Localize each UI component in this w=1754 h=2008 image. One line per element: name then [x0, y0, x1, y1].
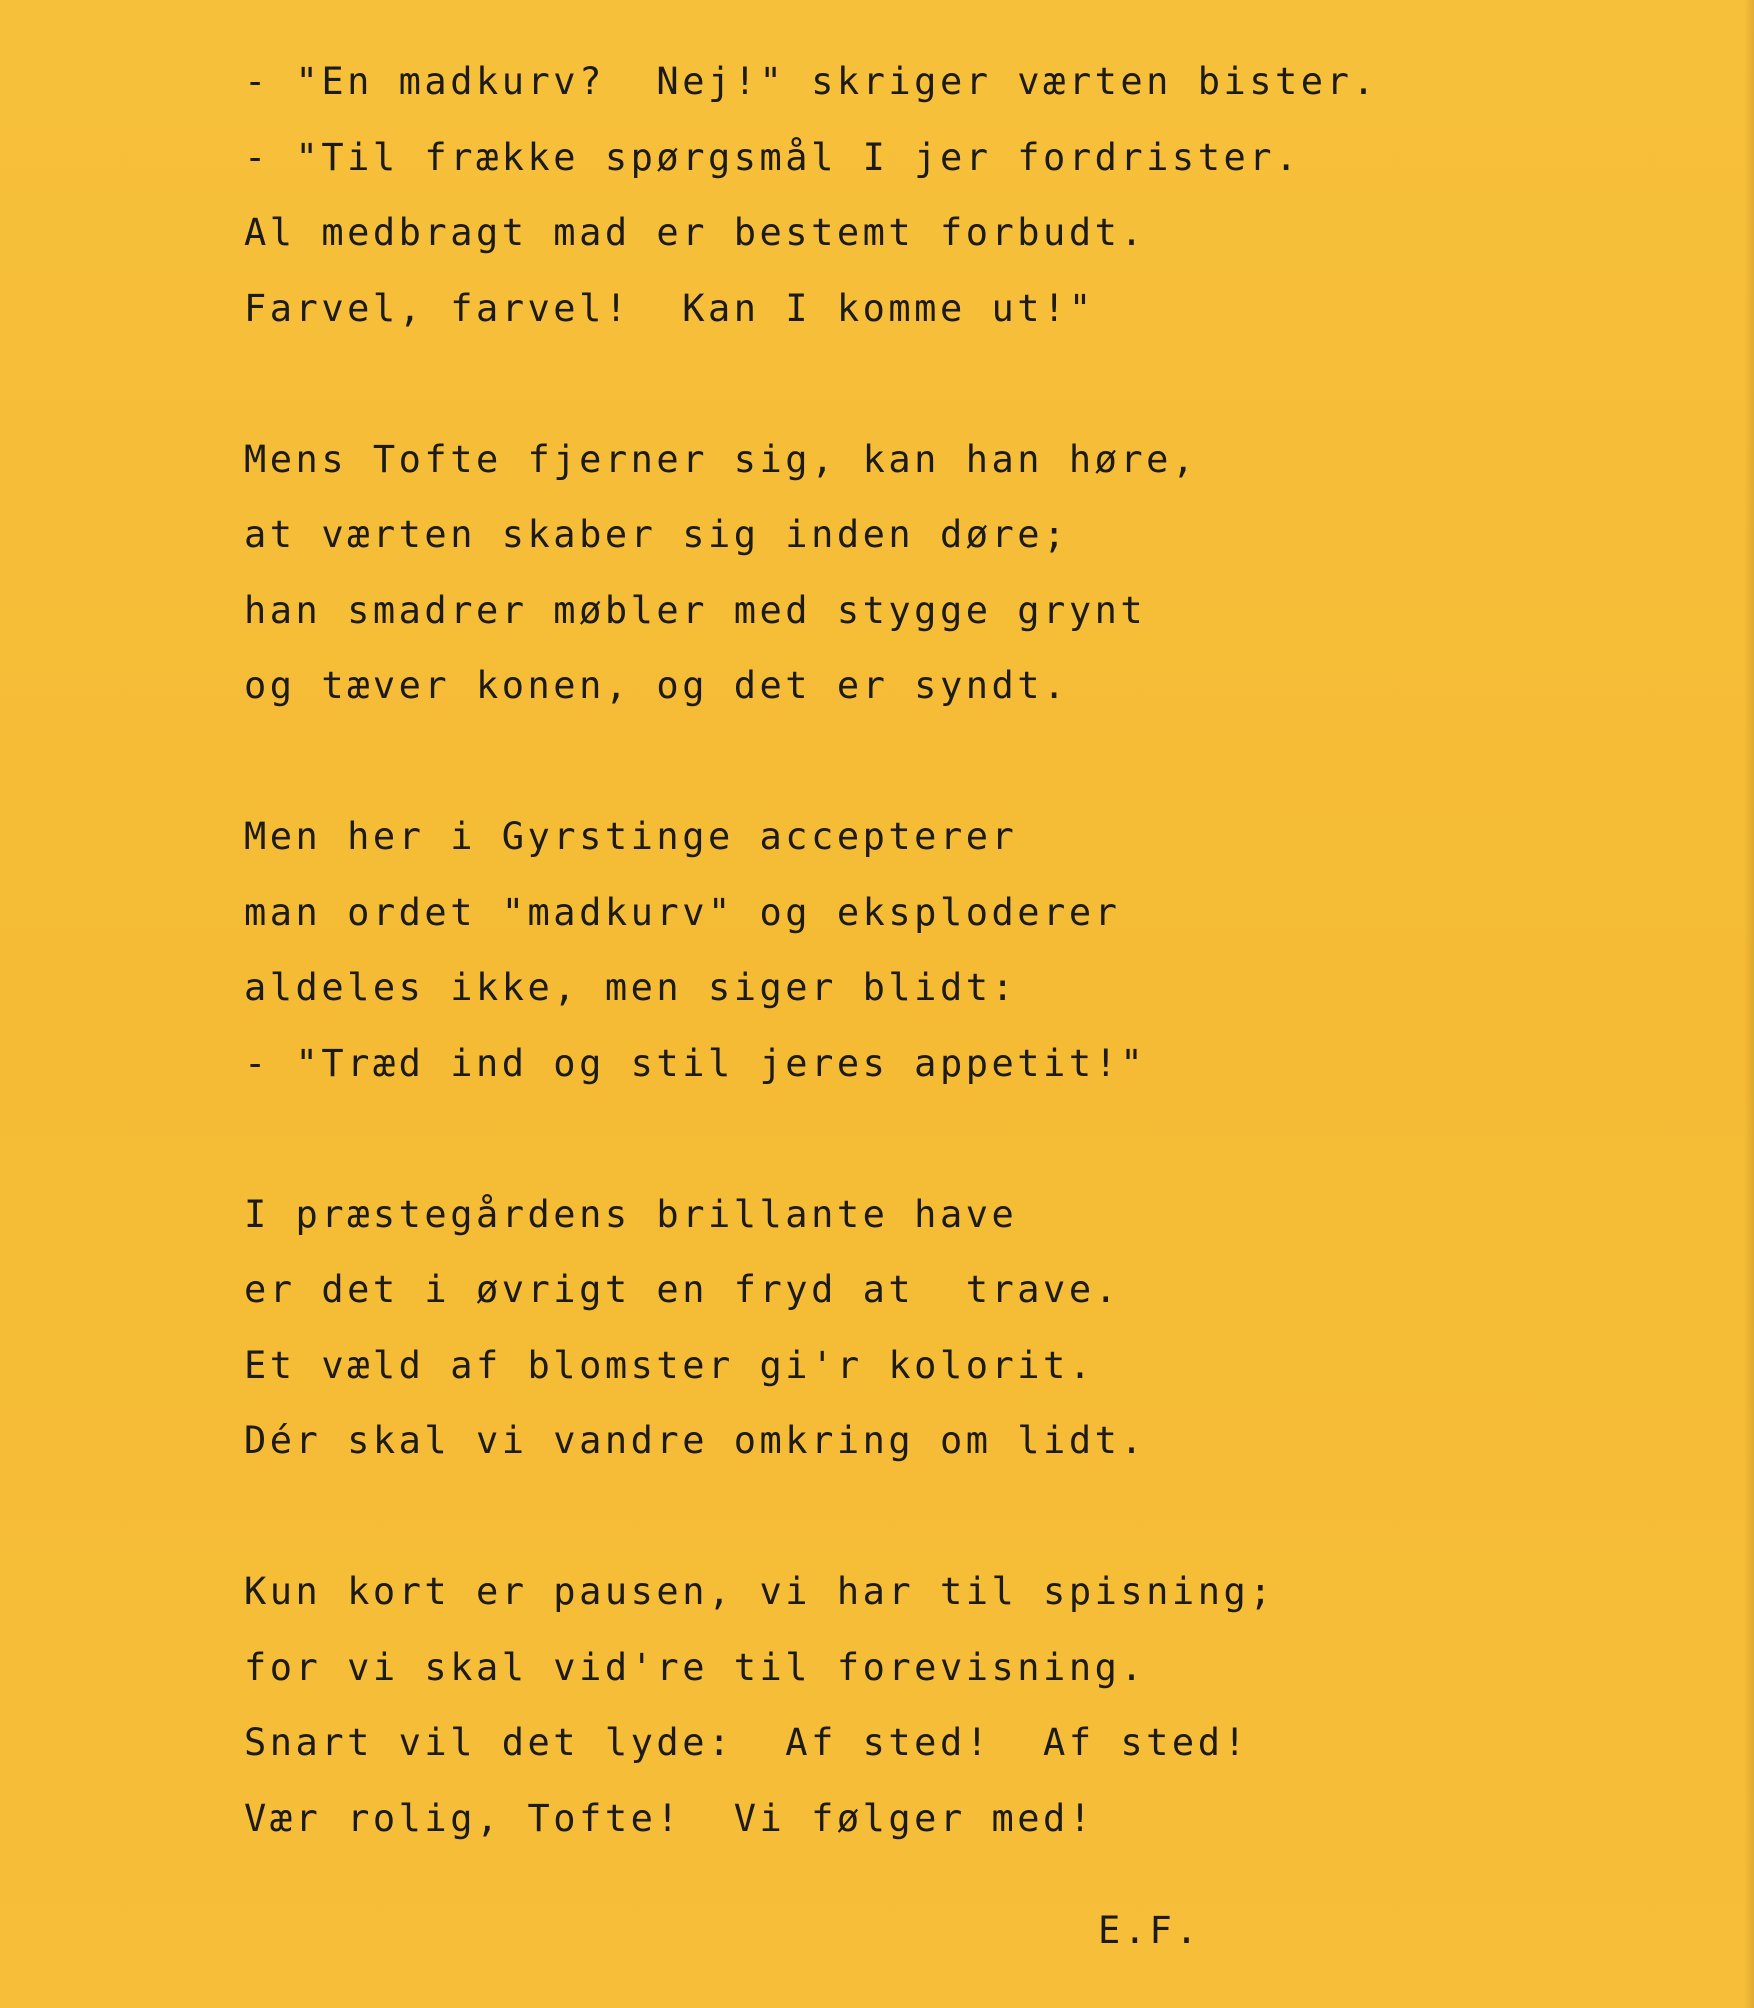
- stanza-2: [244, 422, 1444, 724]
- poem-line: Dér skal vi vandre omkring om lidt.: [244, 1419, 1147, 1462]
- poem-line: og tæver konen, og det er syndt.: [244, 664, 1069, 707]
- poem-line: Men her i Gyrstinge accepterer: [244, 815, 1018, 858]
- stanza-5: [244, 1554, 1444, 1856]
- poem-line: Et væld af blomster gi'r kolorit.: [244, 1343, 1095, 1387]
- poem-line: Mens Tofte fjerner sig, kan han høre,: [244, 437, 1198, 481]
- poem-line: Vær rolig, Tofte! Vi følger med!: [244, 1796, 1095, 1840]
- poem-line: han smadrer møbler med stygge grynt: [244, 588, 1147, 632]
- poem-line: man ordet "madkurv" og eksploderer: [244, 890, 1121, 934]
- poem-line: aldeles ikke, men siger blidt:: [244, 966, 1018, 1009]
- poem-line: Farvel, farvel! Kan I komme ut!": [244, 286, 1095, 330]
- poem-line: at værten skaber sig inden døre;: [244, 513, 1069, 556]
- poem-line: - "En madkurv? Nej!" skriger værten bister.: [244, 60, 1379, 103]
- stanza-3: [244, 799, 1444, 1101]
- poem-line: - "Til frække spørgsmål I jer fordrister.: [244, 135, 1301, 179]
- paper-edge: [1744, 0, 1754, 2008]
- poem-line: - "Træd ind og stil jeres appetit!": [244, 1041, 1147, 1085]
- stanza-1: [244, 44, 1444, 346]
- poem-line: for vi skal vid're til forevisning.: [244, 1645, 1147, 1689]
- stanza-4: [244, 1177, 1444, 1479]
- poem-line: Kun kort er pausen, vi har til spisning;: [244, 1570, 1276, 1613]
- poem-line: I præstegårdens brillante have: [244, 1192, 1018, 1236]
- poem: [244, 44, 1444, 1856]
- poem-line: Snart vil det lyde: Af sted! Af sted!: [244, 1721, 1250, 1764]
- poem-line: Al medbragt mad er bestemt forbudt.: [244, 211, 1147, 254]
- signature: E.F.: [1098, 1909, 1202, 1952]
- poem-line: er det i øvrigt en fryd at trave.: [244, 1268, 1121, 1311]
